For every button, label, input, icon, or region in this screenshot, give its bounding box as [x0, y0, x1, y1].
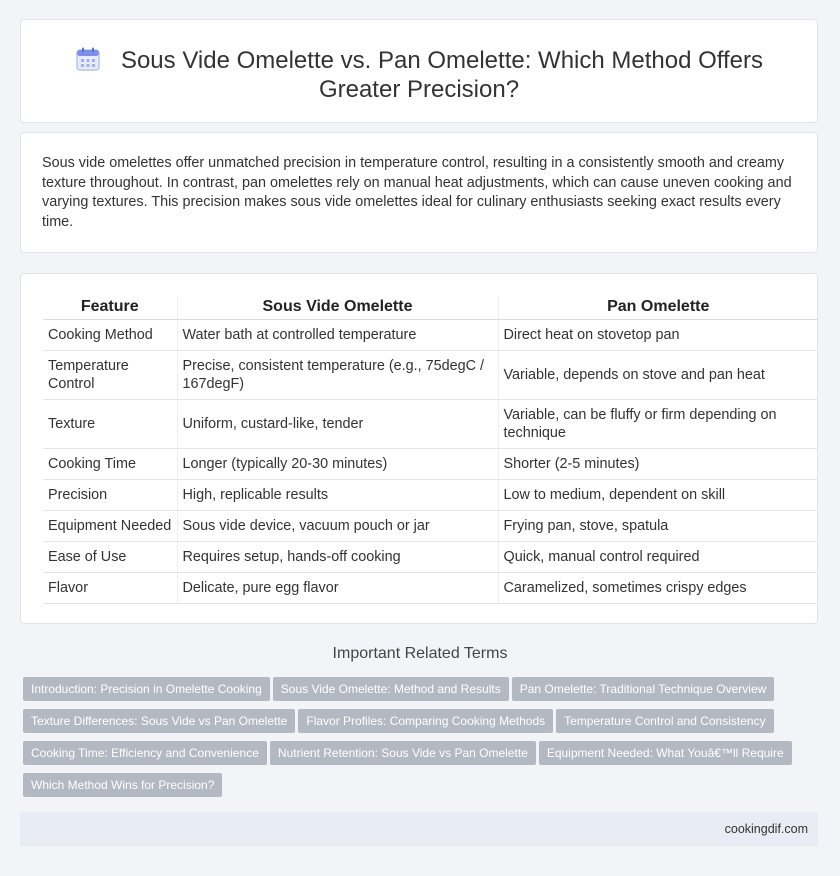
feature-cell: Temperature Control	[43, 351, 177, 400]
pan-cell: Direct heat on stovetop pan	[498, 320, 818, 351]
intro-paragraph: Sous vide omelettes offer unmatched precision in temperature control, resulting in a consistently smooth and creamy texture throughout. In contrast, pan omelettes rely on manual heat adjustments, which can cause uneven cooking and varying textures. This precision makes sous vide omelettes ideal for culinary enthusiasts seeking exact results every time.	[42, 155, 792, 230]
feature-cell: Cooking Time	[43, 449, 177, 480]
sous-vide-cell: Precise, consistent temperature (e.g., 75degC / 167degF)	[177, 351, 498, 400]
feature-cell: Texture	[43, 400, 177, 449]
related-term-tag[interactable]: Cooking Time: Efficiency and Convenience	[23, 741, 267, 765]
footer-site-link[interactable]: cookingdif.com	[724, 822, 808, 836]
sous-vide-cell: Water bath at controlled temperature	[177, 320, 498, 351]
related-term-tag[interactable]: Temperature Control and Consistency	[556, 709, 773, 733]
related-term-tag[interactable]: Nutrient Retention: Sous Vide vs Pan Omelette	[270, 741, 536, 765]
related-term-tag[interactable]: Sous Vide Omelette: Method and Results	[273, 677, 509, 701]
related-terms-heading: Important Related Terms	[332, 645, 508, 662]
table-row	[43, 351, 818, 400]
feature-cell: Precision	[43, 480, 177, 511]
pan-cell: Caramelized, sometimes crispy edges	[498, 573, 818, 604]
table-header-row	[43, 296, 818, 320]
related-terms-list	[23, 677, 813, 805]
footer	[20, 812, 818, 846]
feature-cell: Flavor	[43, 573, 177, 604]
table-row	[43, 449, 818, 480]
pan-cell: Shorter (2-5 minutes)	[498, 449, 818, 480]
table-row	[43, 573, 818, 604]
feature-cell: Cooking Method	[43, 320, 177, 351]
feature-cell: Ease of Use	[43, 542, 177, 573]
table-row	[43, 511, 818, 542]
feature-cell: Equipment Needed	[43, 511, 177, 542]
header-feature: Feature	[43, 296, 177, 320]
related-term-tag[interactable]: Texture Differences: Sous Vide vs Pan Omelette	[23, 709, 295, 733]
pan-cell: Variable, can be fluffy or firm depending on technique	[498, 400, 818, 449]
sous-vide-cell: High, replicable results	[177, 480, 498, 511]
page-title-text: Sous Vide Omelette vs. Pan Omelette: Which Method Offers Greater Precision?	[120, 47, 764, 103]
sous-vide-cell: Longer (typically 20-30 minutes)	[177, 449, 498, 480]
pan-cell: Low to medium, dependent on skill	[498, 480, 818, 511]
title-card	[20, 19, 818, 123]
table-row	[43, 320, 818, 351]
intro-card	[20, 132, 818, 253]
sous-vide-cell: Delicate, pure egg flavor	[177, 573, 498, 604]
table-row	[43, 400, 818, 449]
related-term-tag[interactable]: Flavor Profiles: Comparing Cooking Methods	[298, 709, 553, 733]
related-term-tag[interactable]: Equipment Needed: What Youâ€™ll Require	[539, 741, 792, 765]
table-row	[43, 480, 818, 511]
pan-cell: Variable, depends on stove and pan heat	[498, 351, 818, 400]
sous-vide-cell: Requires setup, hands-off cooking	[177, 542, 498, 573]
sous-vide-cell: Uniform, custard-like, tender	[177, 400, 498, 449]
comparison-table-card	[20, 273, 818, 624]
sous-vide-cell: Sous vide device, vacuum pouch or jar	[177, 511, 498, 542]
calendar-icon	[75, 46, 101, 72]
header-sous-vide: Sous Vide Omelette	[177, 296, 498, 320]
related-term-tag[interactable]: Introduction: Precision in Omelette Cooking	[23, 677, 270, 701]
related-term-tag[interactable]: Which Method Wins for Precision?	[23, 773, 222, 797]
pan-cell: Quick, manual control required	[498, 542, 818, 573]
page-title	[61, 46, 777, 104]
table-row	[43, 542, 818, 573]
related-term-tag[interactable]: Pan Omelette: Traditional Technique Overview	[512, 677, 775, 701]
pan-cell: Frying pan, stove, spatula	[498, 511, 818, 542]
comparison-table	[43, 296, 818, 604]
header-pan: Pan Omelette	[498, 296, 818, 320]
